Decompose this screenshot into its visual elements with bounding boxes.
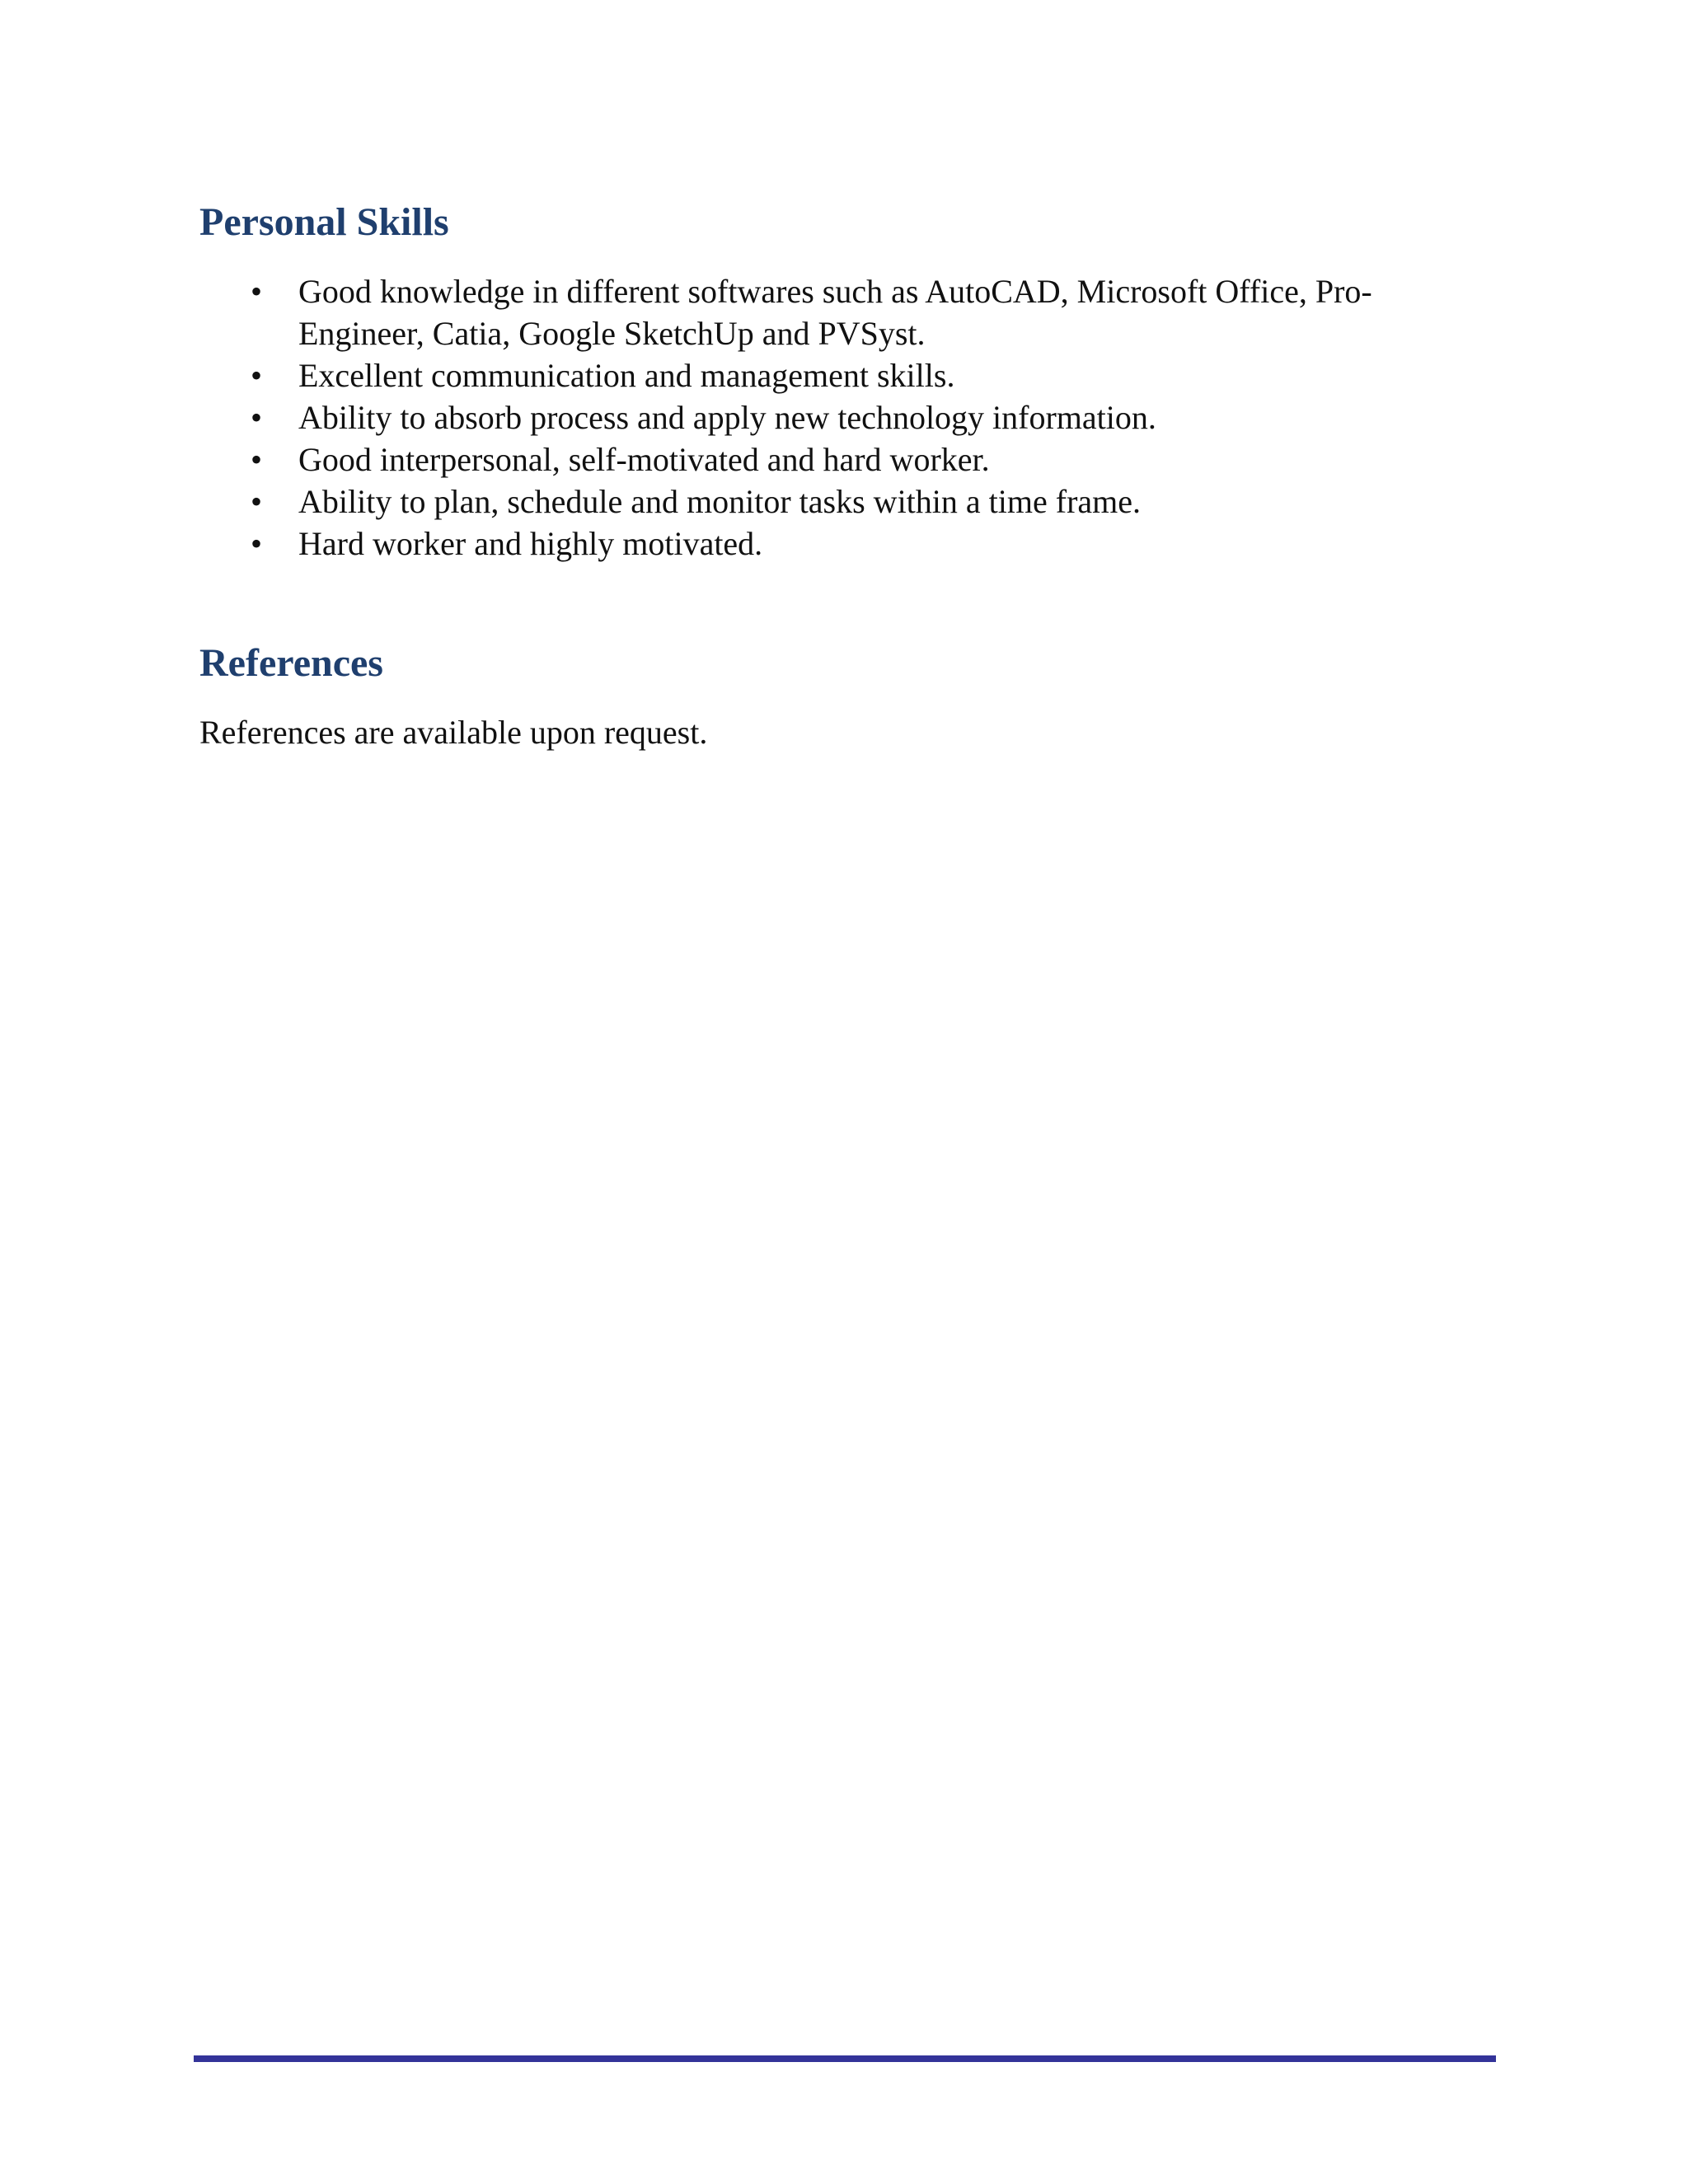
references-text: References are available upon request. — [199, 714, 708, 751]
bullet-icon: • — [251, 441, 263, 478]
skill-text: Excellent communication and management skills. — [298, 357, 955, 394]
personal-skills-heading: Personal Skills — [199, 200, 449, 244]
skill-text: Ability to absorb process and apply new technology information. — [298, 399, 1156, 436]
list-item — [199, 438, 1485, 480]
bullet-icon: • — [251, 357, 263, 394]
skill-text: Ability to plan, schedule and monitor tasks within a time frame. — [298, 483, 1142, 520]
skill-text: Hard worker and highly motivated. — [298, 525, 763, 562]
bullet-icon: • — [251, 525, 263, 562]
skill-text: Good knowledge in different softwares such as AutoCAD, Microsoft Office, Pro-Engineer, Catia, Google SketchUp and PVSyst. — [298, 273, 1372, 352]
references-heading: References — [199, 641, 383, 685]
bullet-icon: • — [251, 399, 263, 436]
skill-text: Good interpersonal, self-motivated and hard worker. — [298, 441, 990, 478]
list-item — [199, 270, 1485, 354]
list-item — [199, 354, 1485, 396]
personal-skills-list — [199, 270, 1485, 565]
footer-divider — [194, 2055, 1496, 2062]
list-item — [199, 396, 1485, 438]
page-content — [199, 198, 1485, 753]
bullet-icon: • — [251, 483, 263, 520]
list-item — [199, 480, 1485, 523]
list-item — [199, 523, 1485, 565]
bullet-icon: • — [251, 273, 263, 310]
